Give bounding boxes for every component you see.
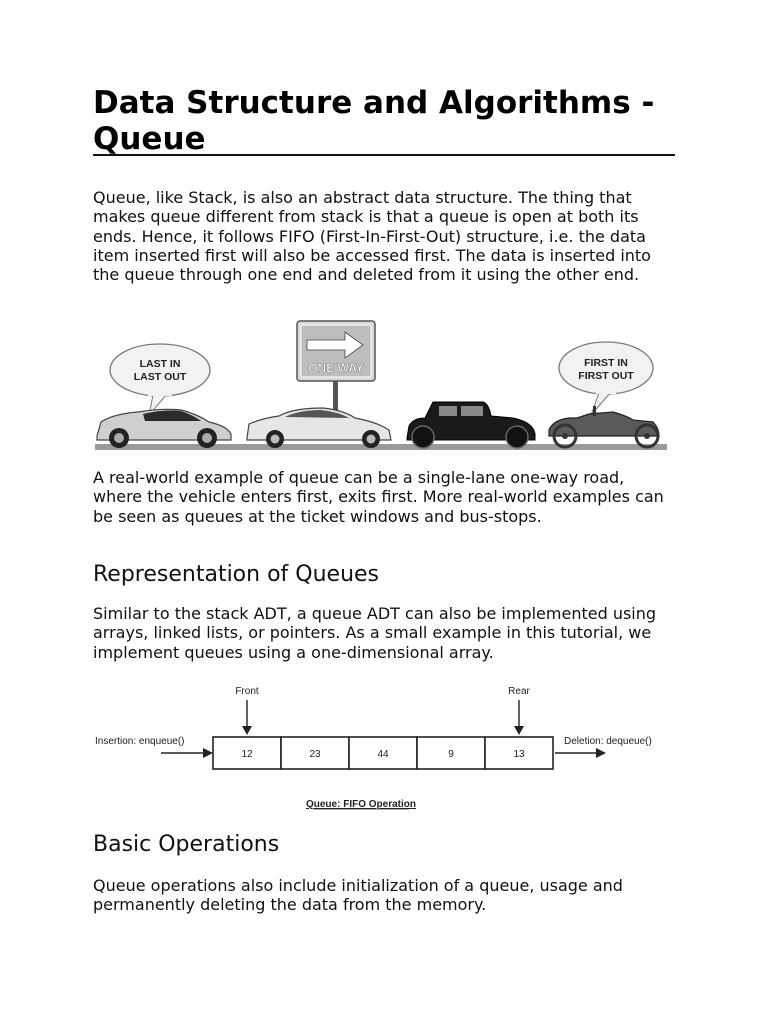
left-bubble-line-2: LAST OUT (133, 371, 187, 383)
queue-fifo-diagram (93, 682, 673, 814)
real-world-paragraph: A real-world example of queue can be a single-lane one-way road, where the vehicle enters first, exits first. More real-world examples can be seen as queues at the ticket windows and bus-stops. (93, 468, 664, 526)
one-way-road-figure (93, 318, 669, 456)
page-title: Data Structure and Algorithms - Queue (93, 85, 655, 157)
antique-car-icon (549, 406, 659, 447)
left-bubble-line-1: LAST IN (139, 358, 181, 370)
diagram-caption: Queue: FIFO Operation (305, 799, 417, 810)
right-speech-bubble (559, 342, 653, 415)
queue-cell-value: 9 (448, 749, 454, 760)
sign-text: ONE WAY (308, 361, 364, 375)
queue-cell-value: 23 (309, 749, 321, 760)
insertion-label: Insertion: enqueue() (95, 736, 185, 747)
sedan-car-icon (247, 408, 391, 448)
queue-cell-value: 44 (377, 749, 389, 760)
right-bubble-line-2: FIRST OUT (578, 370, 634, 382)
right-bubble-line-1: FIRST IN (584, 357, 628, 369)
title-underline (93, 154, 675, 156)
queue-cells (213, 737, 553, 769)
queue-cell-value: 13 (513, 749, 525, 760)
one-way-sign (297, 321, 375, 418)
road-surface (95, 444, 667, 450)
sports-car-icon (97, 409, 231, 448)
representation-paragraph: Similar to the stack ADT, a queue ADT can also be implemented using arrays, linked lists, or pointers. As a small example in this tutorial, we implement queues using a one-dimensional array. (93, 604, 657, 662)
section-heading-representation: Representation of Queues (93, 562, 380, 587)
deletion-label: Deletion: dequeue() (564, 736, 652, 747)
front-label: Front (235, 686, 259, 697)
rear-label: Rear (508, 686, 530, 697)
basic-operations-paragraph: Queue operations also include initialization of a queue, usage and permanently deleting the data from the memory. (93, 876, 623, 915)
vintage-car-icon (407, 402, 535, 448)
left-speech-bubble (110, 344, 210, 415)
section-heading-basic-operations: Basic Operations (93, 832, 280, 857)
queue-cell-value: 12 (241, 749, 253, 760)
intro-paragraph: Queue, like Stack, is also an abstract data structure. The thing that makes queue different from stack is that a queue is open at both its ends. Hence, it follows FIFO (First-In-First-Out) structure, i.e. the data item inserted first will also be accessed first. The data is inserted into the queue through one end and deleted from it using the other end. (93, 188, 651, 285)
